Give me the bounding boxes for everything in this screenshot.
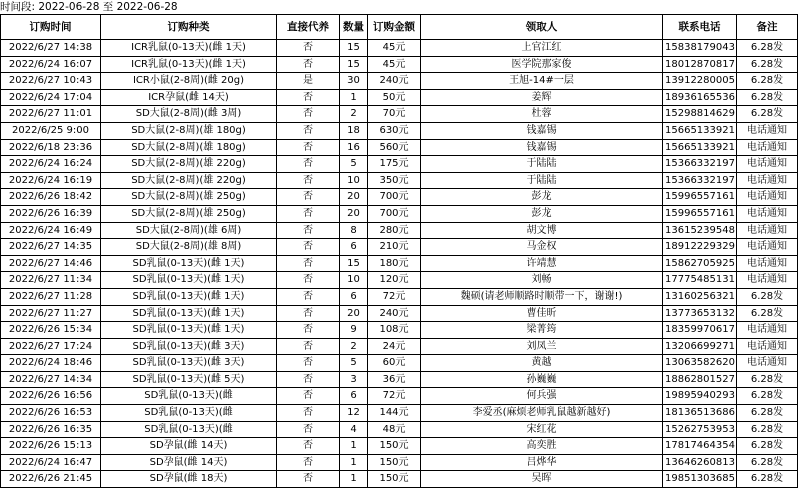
cell-direct-care: 否 — [277, 388, 340, 405]
cell-quantity: 2 — [340, 338, 368, 355]
cell-order-type: SD大鼠(2-8周)(雄 250g) — [101, 205, 277, 222]
cell-recipient: 姜辉 — [421, 89, 663, 106]
table-row — [1, 421, 798, 438]
cell-recipient: 钱嘉锡 — [421, 122, 663, 139]
cell-note: 电话通知 — [737, 205, 798, 222]
cell-direct-care: 是 — [277, 73, 340, 90]
cell-amount: 240元 — [368, 305, 421, 322]
cell-recipient: 吕烨华 — [421, 454, 663, 471]
cell-direct-care: 否 — [277, 239, 340, 256]
cell-order-type: SD乳鼠(0-13天)(雌 — [101, 388, 277, 405]
cell-phone: 13912280005 — [663, 73, 737, 90]
cell-amount: 60元 — [368, 355, 421, 372]
orders-table — [0, 14, 798, 488]
cell-note: 6.28发 — [737, 56, 798, 73]
cell-amount: 120元 — [368, 272, 421, 289]
cell-order-type: SD乳鼠(0-13天)(雌 1天) — [101, 305, 277, 322]
cell-order-time: 2022/6/26 16:56 — [1, 388, 101, 405]
cell-amount: 45元 — [368, 40, 421, 57]
cell-amount: 175元 — [368, 156, 421, 173]
cell-amount: 45元 — [368, 56, 421, 73]
cell-order-type: ICR小鼠(2-8周)(雌 20g) — [101, 73, 277, 90]
cell-note: 电话通知 — [737, 172, 798, 189]
cell-amount: 560元 — [368, 139, 421, 156]
cell-quantity: 5 — [340, 156, 368, 173]
cell-order-time: 2022/6/24 16:49 — [1, 222, 101, 239]
cell-phone: 13206699271 — [663, 338, 737, 355]
cell-quantity: 3 — [340, 371, 368, 388]
col-header-recipient: 领取人 — [421, 15, 663, 40]
cell-order-type: ICR孕鼠(雌 14天) — [101, 89, 277, 106]
table-row — [1, 139, 798, 156]
cell-order-type: SD乳鼠(0-13天)(雌 — [101, 421, 277, 438]
table-row — [1, 89, 798, 106]
cell-amount: 50元 — [368, 89, 421, 106]
cell-order-type: ICR乳鼠(0-13天)(雌 1天) — [101, 40, 277, 57]
col-header-order-time: 订购时间 — [1, 15, 101, 40]
table-row — [1, 471, 798, 488]
cell-phone: 17817464354 — [663, 438, 737, 455]
cell-order-time: 2022/6/27 10:43 — [1, 73, 101, 90]
cell-order-time: 2022/6/27 14:35 — [1, 239, 101, 256]
cell-quantity: 15 — [340, 255, 368, 272]
cell-quantity: 6 — [340, 288, 368, 305]
cell-quantity: 4 — [340, 421, 368, 438]
cell-order-time: 2022/6/26 15:13 — [1, 438, 101, 455]
cell-note: 6.28发 — [737, 471, 798, 488]
cell-order-time: 2022/6/27 14:46 — [1, 255, 101, 272]
cell-direct-care: 否 — [277, 255, 340, 272]
cell-direct-care: 否 — [277, 139, 340, 156]
cell-direct-care: 否 — [277, 156, 340, 173]
cell-phone: 13773653132 — [663, 305, 737, 322]
cell-note: 6.28发 — [737, 405, 798, 422]
cell-direct-care: 否 — [277, 288, 340, 305]
cell-direct-care: 否 — [277, 405, 340, 422]
table-row — [1, 371, 798, 388]
cell-order-time: 2022/6/26 15:34 — [1, 322, 101, 339]
cell-direct-care: 否 — [277, 56, 340, 73]
cell-order-time: 2022/6/26 16:35 — [1, 421, 101, 438]
cell-order-type: SD孕鼠(雌 14天) — [101, 438, 277, 455]
cell-direct-care: 否 — [277, 272, 340, 289]
cell-recipient: 于陆陆 — [421, 172, 663, 189]
cell-note: 电话通知 — [737, 255, 798, 272]
cell-quantity: 1 — [340, 438, 368, 455]
cell-order-type: SD孕鼠(雌 18天) — [101, 471, 277, 488]
cell-quantity: 2 — [340, 106, 368, 123]
cell-recipient: 刘畅 — [421, 272, 663, 289]
cell-quantity: 6 — [340, 239, 368, 256]
cell-direct-care: 否 — [277, 454, 340, 471]
cell-phone: 18136513686 — [663, 405, 737, 422]
cell-direct-care: 否 — [277, 205, 340, 222]
cell-order-time: 2022/6/27 14:38 — [1, 40, 101, 57]
cell-note: 电话通知 — [737, 338, 798, 355]
cell-quantity: 6 — [340, 388, 368, 405]
cell-order-type: SD大鼠(2-8周)(雄 6周) — [101, 222, 277, 239]
cell-quantity: 10 — [340, 172, 368, 189]
cell-order-type: SD大鼠(2-8周)(雌 3周) — [101, 106, 277, 123]
cell-direct-care: 否 — [277, 40, 340, 57]
cell-note: 电话通知 — [737, 239, 798, 256]
cell-amount: 210元 — [368, 239, 421, 256]
cell-order-time: 2022/6/26 16:53 — [1, 405, 101, 422]
table-row — [1, 156, 798, 173]
cell-order-type: SD乳鼠(0-13天)(雌 3天) — [101, 355, 277, 372]
cell-recipient: 上官江红 — [421, 40, 663, 57]
cell-order-type: SD乳鼠(0-13天)(雌 1天) — [101, 255, 277, 272]
cell-note: 6.28发 — [737, 371, 798, 388]
table-row — [1, 40, 798, 57]
cell-phone: 15665133921 — [663, 122, 737, 139]
cell-note: 电话通知 — [737, 139, 798, 156]
cell-direct-care: 否 — [277, 355, 340, 372]
cell-note: 电话通知 — [737, 189, 798, 206]
cell-recipient: 彭龙 — [421, 189, 663, 206]
cell-note: 电话通知 — [737, 272, 798, 289]
cell-phone: 18359970617 — [663, 322, 737, 339]
cell-direct-care: 否 — [277, 322, 340, 339]
cell-order-type: SD孕鼠(雌 14天) — [101, 454, 277, 471]
cell-recipient: 杜蓉 — [421, 106, 663, 123]
cell-order-time: 2022/6/24 16:07 — [1, 56, 101, 73]
cell-note: 6.28发 — [737, 388, 798, 405]
cell-phone: 15366332197 — [663, 172, 737, 189]
cell-order-time: 2022/6/27 11:27 — [1, 305, 101, 322]
cell-phone: 17775485131 — [663, 272, 737, 289]
cell-direct-care: 否 — [277, 189, 340, 206]
date-range-label: 时间段: 2022-06-28 至 2022-06-28 — [0, 1, 178, 13]
cell-phone: 19851303685 — [663, 471, 737, 488]
table-row — [1, 122, 798, 139]
cell-quantity: 8 — [340, 222, 368, 239]
cell-recipient: 于陆陆 — [421, 156, 663, 173]
cell-phone: 13615239548 — [663, 222, 737, 239]
cell-order-time: 2022/6/24 16:47 — [1, 454, 101, 471]
cell-amount: 144元 — [368, 405, 421, 422]
cell-order-type: SD乳鼠(0-13天)(雌 5天) — [101, 371, 277, 388]
cell-amount: 700元 — [368, 205, 421, 222]
cell-note: 6.28发 — [737, 438, 798, 455]
cell-amount: 630元 — [368, 122, 421, 139]
table-row — [1, 322, 798, 339]
cell-order-type: SD乳鼠(0-13天)(雌 1天) — [101, 288, 277, 305]
cell-amount: 72元 — [368, 388, 421, 405]
cell-recipient: 李爱丞(麻烦老师乳鼠越新越好) — [421, 405, 663, 422]
cell-direct-care: 否 — [277, 371, 340, 388]
col-header-direct-care: 直接代养 — [277, 15, 340, 40]
cell-phone: 13646260813 — [663, 454, 737, 471]
table-row — [1, 338, 798, 355]
cell-phone: 18912229329 — [663, 239, 737, 256]
cell-quantity: 16 — [340, 139, 368, 156]
cell-quantity: 5 — [340, 355, 368, 372]
cell-amount: 240元 — [368, 73, 421, 90]
cell-note: 电话通知 — [737, 122, 798, 139]
table-row — [1, 106, 798, 123]
cell-note: 电话通知 — [737, 322, 798, 339]
table-row — [1, 272, 798, 289]
cell-phone: 18936165536 — [663, 89, 737, 106]
cell-note: 6.28发 — [737, 305, 798, 322]
cell-quantity: 10 — [340, 272, 368, 289]
cell-order-time: 2022/6/18 23:36 — [1, 139, 101, 156]
cell-phone: 13063582620 — [663, 355, 737, 372]
cell-direct-care: 否 — [277, 471, 340, 488]
cell-recipient: 曹佳昕 — [421, 305, 663, 322]
cell-phone: 15665133921 — [663, 139, 737, 156]
cell-direct-care: 否 — [277, 122, 340, 139]
cell-recipient: 黄越 — [421, 355, 663, 372]
cell-order-type: SD大鼠(2-8周)(雄 250g) — [101, 189, 277, 206]
cell-phone: 15862705925 — [663, 255, 737, 272]
cell-amount: 150元 — [368, 454, 421, 471]
cell-order-time: 2022/6/26 18:42 — [1, 189, 101, 206]
cell-recipient: 吴晖 — [421, 471, 663, 488]
cell-quantity: 18 — [340, 122, 368, 139]
cell-note: 电话通知 — [737, 156, 798, 173]
col-header-amount: 订购金额 — [368, 15, 421, 40]
cell-amount: 24元 — [368, 338, 421, 355]
cell-recipient: 何兵强 — [421, 388, 663, 405]
table-row — [1, 239, 798, 256]
cell-order-type: SD大鼠(2-8周)(雄 220g) — [101, 156, 277, 173]
cell-recipient: 钱嘉锡 — [421, 139, 663, 156]
table-row — [1, 172, 798, 189]
cell-phone: 15366332197 — [663, 156, 737, 173]
cell-quantity: 20 — [340, 205, 368, 222]
cell-note: 6.28发 — [737, 454, 798, 471]
cell-recipient: 宋红花 — [421, 421, 663, 438]
cell-amount: 108元 — [368, 322, 421, 339]
cell-direct-care: 否 — [277, 338, 340, 355]
cell-phone: 18012870817 — [663, 56, 737, 73]
cell-direct-care: 否 — [277, 421, 340, 438]
cell-order-type: SD大鼠(2-8周)(雄 220g) — [101, 172, 277, 189]
cell-order-time: 2022/6/24 18:46 — [1, 355, 101, 372]
cell-recipient: 胡文博 — [421, 222, 663, 239]
cell-order-time: 2022/6/27 11:34 — [1, 272, 101, 289]
table-row — [1, 388, 798, 405]
cell-direct-care: 否 — [277, 438, 340, 455]
cell-amount: 350元 — [368, 172, 421, 189]
cell-order-type: SD大鼠(2-8周)(雄 180g) — [101, 139, 277, 156]
cell-order-type: SD乳鼠(0-13天)(雌 3天) — [101, 338, 277, 355]
table-row — [1, 222, 798, 239]
cell-quantity: 20 — [340, 189, 368, 206]
cell-amount: 72元 — [368, 288, 421, 305]
cell-order-time: 2022/6/26 21:45 — [1, 471, 101, 488]
cell-quantity: 1 — [340, 89, 368, 106]
cell-phone: 15838179043 — [663, 40, 737, 57]
cell-order-type: ICR乳鼠(0-13天)(雌 1天) — [101, 56, 277, 73]
table-row — [1, 355, 798, 372]
cell-note: 6.28发 — [737, 421, 798, 438]
cell-recipient: 刘凤兰 — [421, 338, 663, 355]
cell-quantity: 30 — [340, 73, 368, 90]
cell-amount: 150元 — [368, 471, 421, 488]
table-header-row — [1, 15, 798, 40]
cell-order-type: SD大鼠(2-8周)(雄 180g) — [101, 122, 277, 139]
table-row — [1, 73, 798, 90]
cell-note: 电话通知 — [737, 222, 798, 239]
cell-amount: 280元 — [368, 222, 421, 239]
table-row — [1, 56, 798, 73]
cell-quantity: 15 — [340, 56, 368, 73]
col-header-phone: 联系电话 — [663, 15, 737, 40]
cell-phone: 15996557161 — [663, 189, 737, 206]
cell-direct-care: 否 — [277, 305, 340, 322]
cell-order-time: 2022/6/27 14:34 — [1, 371, 101, 388]
cell-recipient: 彭龙 — [421, 205, 663, 222]
cell-order-time: 2022/6/24 16:24 — [1, 156, 101, 173]
table-row — [1, 405, 798, 422]
cell-quantity: 1 — [340, 471, 368, 488]
cell-order-time: 2022/6/27 11:28 — [1, 288, 101, 305]
cell-amount: 700元 — [368, 189, 421, 206]
cell-order-time: 2022/6/27 17:24 — [1, 338, 101, 355]
table-row — [1, 205, 798, 222]
cell-phone: 13160256321 — [663, 288, 737, 305]
cell-order-time: 2022/6/25 9:00 — [1, 122, 101, 139]
cell-phone: 18862801527 — [663, 371, 737, 388]
cell-recipient: 魏硕(请老师顺路时顺带一下，谢谢!) — [421, 288, 663, 305]
cell-order-time: 2022/6/26 16:39 — [1, 205, 101, 222]
cell-order-type: SD乳鼠(0-13天)(雌 — [101, 405, 277, 422]
table-row — [1, 288, 798, 305]
table-row — [1, 438, 798, 455]
cell-recipient: 梁菁筠 — [421, 322, 663, 339]
cell-quantity: 1 — [340, 454, 368, 471]
cell-recipient: 王旭-14#一层 — [421, 73, 663, 90]
cell-amount: 48元 — [368, 421, 421, 438]
cell-direct-care: 否 — [277, 222, 340, 239]
col-header-note: 备注 — [737, 15, 798, 40]
cell-recipient: 高奕胜 — [421, 438, 663, 455]
cell-direct-care: 否 — [277, 106, 340, 123]
cell-recipient: 马金权 — [421, 239, 663, 256]
cell-recipient: 医学院那家俊 — [421, 56, 663, 73]
cell-quantity: 20 — [340, 305, 368, 322]
cell-recipient: 许靖慧 — [421, 255, 663, 272]
cell-direct-care: 否 — [277, 172, 340, 189]
cell-note: 电话通知 — [737, 355, 798, 372]
cell-note: 6.28发 — [737, 288, 798, 305]
col-header-quantity: 数量 — [340, 15, 368, 40]
cell-amount: 36元 — [368, 371, 421, 388]
cell-note: 6.28发 — [737, 106, 798, 123]
cell-direct-care: 否 — [277, 89, 340, 106]
cell-amount: 150元 — [368, 438, 421, 455]
cell-phone: 15996557161 — [663, 205, 737, 222]
cell-quantity: 12 — [340, 405, 368, 422]
table-row — [1, 255, 798, 272]
cell-order-type: SD大鼠(2-8周)(雄 8周) — [101, 239, 277, 256]
cell-order-type: SD乳鼠(0-13天)(雌 1天) — [101, 272, 277, 289]
cell-note: 6.28发 — [737, 73, 798, 90]
cell-order-type: SD乳鼠(0-13天)(雌 1天) — [101, 322, 277, 339]
cell-phone: 15262753953 — [663, 421, 737, 438]
cell-amount: 70元 — [368, 106, 421, 123]
cell-amount: 180元 — [368, 255, 421, 272]
table-row — [1, 454, 798, 471]
cell-phone: 15298814629 — [663, 106, 737, 123]
cell-quantity: 9 — [340, 322, 368, 339]
cell-note: 6.28发 — [737, 40, 798, 57]
cell-phone: 19895940293 — [663, 388, 737, 405]
table-row — [1, 305, 798, 322]
col-header-order-type: 订购种类 — [101, 15, 277, 40]
cell-order-time: 2022/6/24 16:19 — [1, 172, 101, 189]
cell-recipient: 孙巍巍 — [421, 371, 663, 388]
cell-note: 6.28发 — [737, 89, 798, 106]
cell-order-time: 2022/6/24 17:04 — [1, 89, 101, 106]
table-row — [1, 189, 798, 206]
cell-order-time: 2022/6/27 11:01 — [1, 106, 101, 123]
cell-quantity: 15 — [340, 40, 368, 57]
